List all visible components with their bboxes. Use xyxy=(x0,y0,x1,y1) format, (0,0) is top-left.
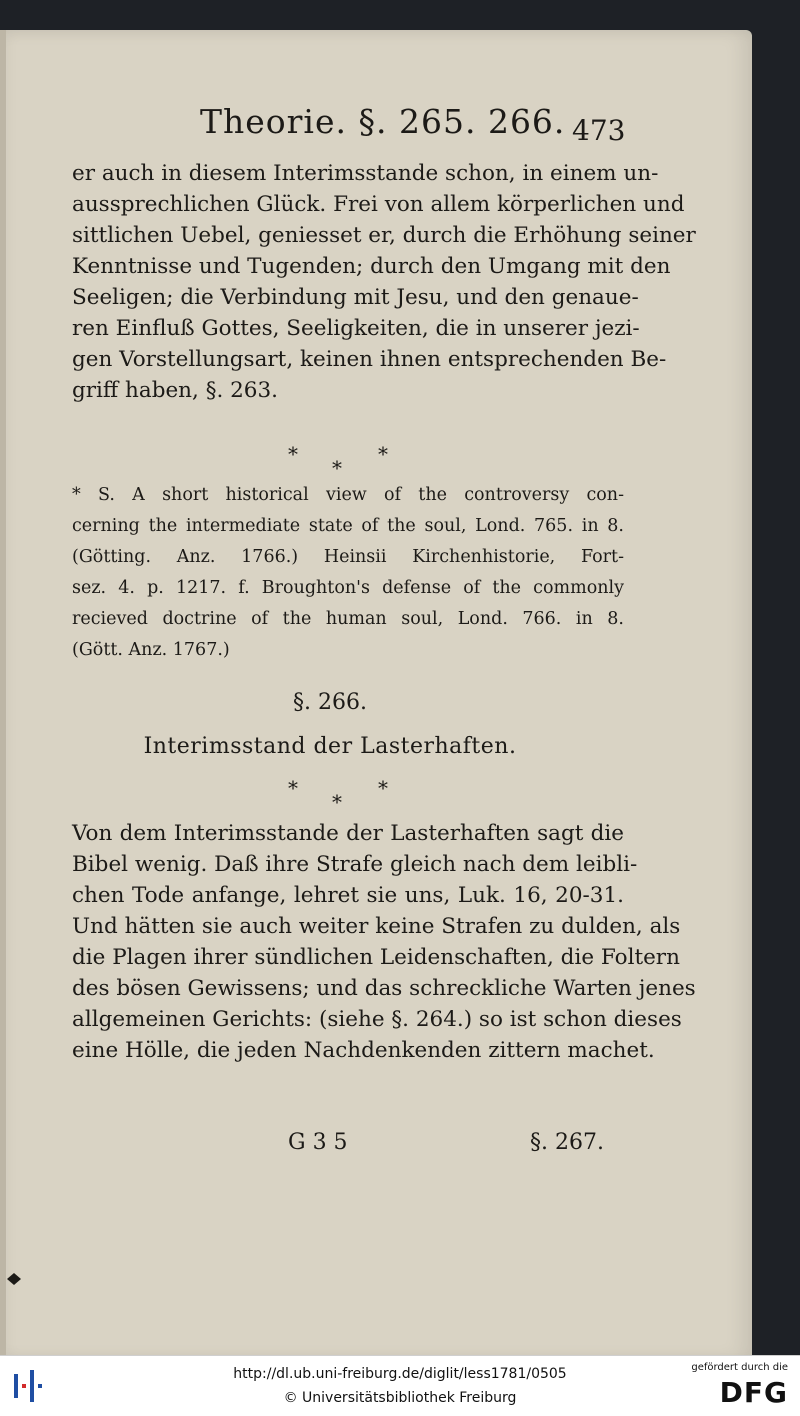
text-line: allgemeinen Gerichts: (siehe §. 264.) so ist schon dieses xyxy=(72,1007,682,1032)
text-line: des bösen Gewissens; und das schreckliche Warten jenes xyxy=(72,976,696,1001)
footnote-line: (Gött. Anz. 1767.) xyxy=(72,640,230,660)
funder-note: gefördert durch die xyxy=(691,1362,788,1373)
text-line: griff haben, §. 263. xyxy=(72,378,278,403)
text-line: Seeligen; die Verbindung mit Jesu, und den genaue- xyxy=(72,285,639,310)
asterism-star: * xyxy=(332,790,342,814)
asterism-star: * xyxy=(378,776,388,800)
catchword: §. 267. xyxy=(530,1130,604,1155)
footnote-line: * S. A short historical view of the controversy con- xyxy=(72,485,624,505)
section-paragraph xyxy=(72,818,696,1066)
asterism-star: * xyxy=(378,442,388,466)
text-line: die Plagen ihrer sündlichen Leidenschaften, die Foltern xyxy=(72,945,680,970)
copyright-notice: © Universitätsbibliothek Freiburg xyxy=(283,1390,517,1406)
text-line: Kenntnisse und Tugenden; durch den Umgang mit den xyxy=(72,254,671,279)
text-line: eine Hölle, die jeden Nachdenkenden zittern machet. xyxy=(72,1038,655,1063)
text-line: er auch in diesem Interimsstande schon, in einem un- xyxy=(72,161,659,186)
footnote xyxy=(72,480,624,666)
text-line: gen Vorstellungsart, keinen ihnen entsprechenden Be- xyxy=(72,347,667,372)
funder-logo: DFG xyxy=(719,1376,788,1409)
running-title: Theorie. §. 265. 266. xyxy=(200,102,566,141)
text-line: Bibel wenig. Daß ihre Strafe gleich nach dem leibli- xyxy=(72,852,638,877)
footnote-line: (Götting. Anz. 1766.) Heinsii Kirchenhistorie, Fort- xyxy=(72,547,624,567)
footnote-line: sez. 4. p. 1217. f. Broughton's defense of the commonly xyxy=(72,578,624,598)
asterism-star: * xyxy=(332,456,342,480)
section-number: §. 266. xyxy=(293,690,367,715)
text-line: Und hätten sie auch weiter keine Strafen zu dulden, als xyxy=(72,914,681,939)
binding-mark-icon xyxy=(6,1272,22,1286)
permalink[interactable]: http://dl.ub.uni-freiburg.de/diglit/less1781/0505 xyxy=(233,1366,567,1382)
viewer-footer xyxy=(0,1355,800,1416)
body-paragraph xyxy=(72,158,696,406)
page-number: 473 xyxy=(572,114,626,147)
asterism-star: * xyxy=(288,776,298,800)
text-line: Von dem Interimsstande der Lasterhaften sagt die xyxy=(72,821,624,846)
asterism-star: * xyxy=(288,442,298,466)
text-line: aussprechlichen Glück. Frei von allem körperlichen und xyxy=(72,192,685,217)
signature-mark: G 3 5 xyxy=(288,1130,348,1155)
text-line: ren Einfluß Gottes, Seeligkeiten, die in unserer jezi- xyxy=(72,316,640,341)
asterism-divider xyxy=(0,442,752,482)
text-line: chen Tode anfange, lehret sie uns, Luk. 16, 20-31. xyxy=(72,883,624,908)
section-title: Interimsstand der Lasterhaften. xyxy=(143,734,517,759)
text-line: sittlichen Uebel, geniesset er, durch die Erhöhung seiner xyxy=(72,223,696,248)
asterism-divider xyxy=(0,776,752,816)
footnote-line: cerning the intermediate state of the soul, Lond. 765. in 8. xyxy=(72,516,624,536)
footnote-line: recieved doctrine of the human soul, Lond. 766. in 8. xyxy=(72,609,624,629)
